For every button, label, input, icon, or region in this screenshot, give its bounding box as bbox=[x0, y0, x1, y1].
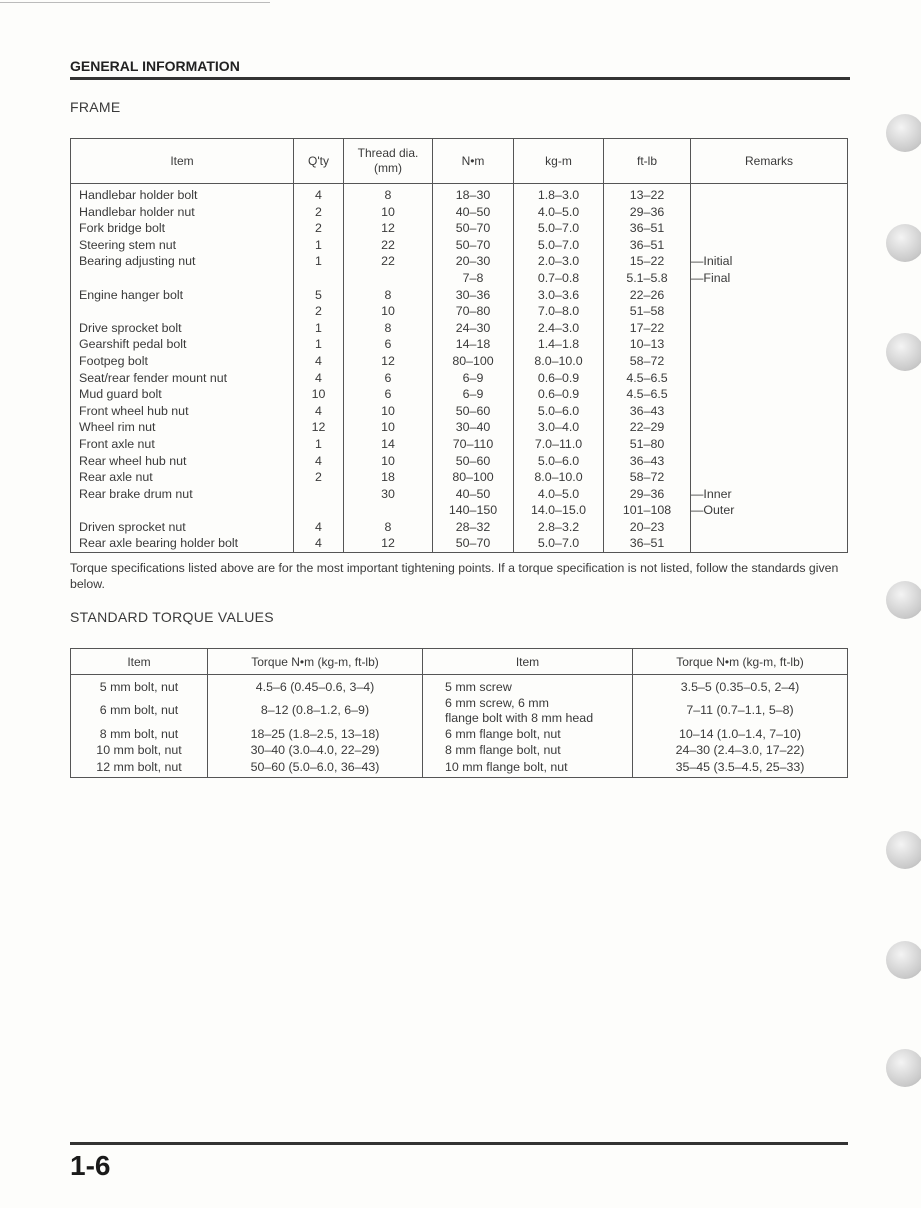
cell-torque: 30–40 (3.0–4.0, 22–29) bbox=[208, 742, 423, 759]
table-row bbox=[71, 220, 848, 237]
cell-thread-dia: 12 bbox=[344, 353, 433, 370]
table-row bbox=[71, 303, 848, 320]
cell-item bbox=[71, 303, 294, 320]
cell-nm: 80–100 bbox=[433, 469, 514, 486]
cell-ftlb: 29–36 bbox=[604, 486, 691, 503]
cell-item: Rear axle nut bbox=[71, 469, 294, 486]
cell-ftlb: 58–72 bbox=[604, 469, 691, 486]
table-row bbox=[71, 742, 848, 759]
cell-item: 10 mm bolt, nut bbox=[71, 742, 208, 759]
table-row bbox=[71, 453, 848, 470]
cell-qty: 1 bbox=[294, 436, 344, 453]
cell-remarks: —Final bbox=[691, 270, 848, 287]
cell-ftlb: 36–43 bbox=[604, 403, 691, 420]
cell-remarks bbox=[691, 519, 848, 536]
section-rule bbox=[70, 77, 850, 80]
table-row bbox=[71, 486, 848, 503]
cell-thread-dia: 10 bbox=[344, 303, 433, 320]
binder-hole bbox=[886, 831, 921, 869]
cell-kgm: 4.0–5.0 bbox=[514, 486, 604, 503]
table-row bbox=[71, 535, 848, 552]
cell-item: Mud guard bolt bbox=[71, 386, 294, 403]
cell-ftlb: 13–22 bbox=[604, 184, 691, 204]
cell-remarks bbox=[691, 469, 848, 486]
cell-remarks bbox=[691, 184, 848, 204]
cell-nm: 80–100 bbox=[433, 353, 514, 370]
cell-thread-dia: 10 bbox=[344, 403, 433, 420]
table-row bbox=[71, 696, 848, 726]
cell-item: Driven sprocket nut bbox=[71, 519, 294, 536]
table-row bbox=[71, 759, 848, 778]
col-header-qty: Q'ty bbox=[294, 139, 344, 184]
torque-note: Torque specifications listed above are for the most important tightening points. If a torque specification is not listed, follow the standards given below. bbox=[70, 561, 839, 591]
cell-nm: 70–80 bbox=[433, 303, 514, 320]
cell-torque: 4.5–6 (0.45–0.6, 3–4) bbox=[208, 675, 423, 696]
table-row bbox=[71, 436, 848, 453]
cell-item: Steering stem nut bbox=[71, 237, 294, 254]
cell-ftlb: 29–36 bbox=[604, 204, 691, 221]
cell-torque: 35–45 (3.5–4.5, 25–33) bbox=[633, 759, 848, 778]
cell-item: Seat/rear fender mount nut bbox=[71, 370, 294, 387]
cell-nm: 50–60 bbox=[433, 453, 514, 470]
cell-ftlb: 51–80 bbox=[604, 436, 691, 453]
cell-item: Footpeg bolt bbox=[71, 353, 294, 370]
cell-qty bbox=[294, 502, 344, 519]
cell-torque: 8–12 (0.8–1.2, 6–9) bbox=[208, 696, 423, 726]
cell-remarks bbox=[691, 370, 848, 387]
cell-kgm: 14.0–15.0 bbox=[514, 502, 604, 519]
table-row bbox=[71, 353, 848, 370]
cell-ftlb: 36–51 bbox=[604, 535, 691, 552]
cell-kgm: 5.0–7.0 bbox=[514, 220, 604, 237]
table-row bbox=[71, 184, 848, 204]
cell-remarks bbox=[691, 336, 848, 353]
scan-edge-line bbox=[0, 2, 270, 3]
cell-item: 12 mm bolt, nut bbox=[71, 759, 208, 778]
cell-item: 6 mm screw, 6 mm flange bolt with 8 mm head bbox=[423, 696, 633, 726]
section-title: GENERAL INFORMATION bbox=[70, 58, 240, 74]
table-row bbox=[71, 253, 848, 270]
cell-kgm: 2.4–3.0 bbox=[514, 320, 604, 337]
cell-remarks bbox=[691, 386, 848, 403]
cell-remarks: —Inner bbox=[691, 486, 848, 503]
cell-item: 8 mm flange bolt, nut bbox=[423, 742, 633, 759]
standard-torque-table bbox=[70, 648, 848, 778]
cell-qty: 1 bbox=[294, 320, 344, 337]
cell-item: Drive sprocket bolt bbox=[71, 320, 294, 337]
cell-item bbox=[71, 502, 294, 519]
cell-nm: 140–150 bbox=[433, 502, 514, 519]
cell-remarks bbox=[691, 453, 848, 470]
cell-qty: 4 bbox=[294, 370, 344, 387]
frame-heading: FRAME bbox=[70, 99, 121, 115]
table-row bbox=[71, 204, 848, 221]
cell-kgm: 0.7–0.8 bbox=[514, 270, 604, 287]
cell-torque: 24–30 (2.4–3.0, 17–22) bbox=[633, 742, 848, 759]
table-row bbox=[71, 469, 848, 486]
cell-item: Handlebar holder bolt bbox=[71, 184, 294, 204]
cell-remarks bbox=[691, 403, 848, 420]
cell-thread-dia: 6 bbox=[344, 386, 433, 403]
col-header-torque: Torque N•m (kg-m, ft-lb) bbox=[208, 649, 423, 675]
standard-torque-heading: STANDARD TORQUE VALUES bbox=[70, 609, 274, 625]
cell-remarks bbox=[691, 419, 848, 436]
cell-qty: 4 bbox=[294, 184, 344, 204]
cell-thread-dia: 8 bbox=[344, 287, 433, 304]
table-row bbox=[71, 502, 848, 519]
table-row bbox=[71, 403, 848, 420]
cell-nm: 18–30 bbox=[433, 184, 514, 204]
cell-torque: 18–25 (1.8–2.5, 13–18) bbox=[208, 726, 423, 743]
cell-kgm: 7.0–11.0 bbox=[514, 436, 604, 453]
cell-remarks: —Outer bbox=[691, 502, 848, 519]
cell-qty: 5 bbox=[294, 287, 344, 304]
cell-kgm: 2.0–3.0 bbox=[514, 253, 604, 270]
cell-qty: 4 bbox=[294, 353, 344, 370]
cell-qty: 2 bbox=[294, 204, 344, 221]
cell-remarks bbox=[691, 303, 848, 320]
cell-thread-dia: 12 bbox=[344, 535, 433, 552]
cell-nm: 30–40 bbox=[433, 419, 514, 436]
cell-nm: 20–30 bbox=[433, 253, 514, 270]
cell-ftlb: 10–13 bbox=[604, 336, 691, 353]
cell-qty: 1 bbox=[294, 336, 344, 353]
cell-kgm: 8.0–10.0 bbox=[514, 469, 604, 486]
cell-item bbox=[71, 270, 294, 287]
binder-hole bbox=[886, 941, 921, 979]
cell-thread-dia bbox=[344, 502, 433, 519]
cell-torque: 3.5–5 (0.35–0.5, 2–4) bbox=[633, 675, 848, 696]
cell-qty: 4 bbox=[294, 453, 344, 470]
cell-qty: 2 bbox=[294, 303, 344, 320]
cell-item: 6 mm flange bolt, nut bbox=[423, 726, 633, 743]
cell-ftlb: 15–22 bbox=[604, 253, 691, 270]
cell-remarks: —Initial bbox=[691, 253, 848, 270]
cell-qty: 2 bbox=[294, 469, 344, 486]
cell-ftlb: 36–43 bbox=[604, 453, 691, 470]
col-header-nm: N•m bbox=[433, 139, 514, 184]
cell-thread-dia: 6 bbox=[344, 336, 433, 353]
table-row bbox=[71, 726, 848, 743]
cell-item: Rear wheel hub nut bbox=[71, 453, 294, 470]
table-row bbox=[71, 370, 848, 387]
table-header-row bbox=[71, 139, 848, 184]
binder-hole bbox=[886, 333, 921, 371]
table-row bbox=[71, 336, 848, 353]
cell-thread-dia: 8 bbox=[344, 320, 433, 337]
cell-torque: 7–11 (0.7–1.1, 5–8) bbox=[633, 696, 848, 726]
cell-kgm: 3.0–3.6 bbox=[514, 287, 604, 304]
footer-rule bbox=[70, 1142, 848, 1145]
binder-hole bbox=[886, 1049, 921, 1087]
cell-ftlb: 51–58 bbox=[604, 303, 691, 320]
cell-kgm: 8.0–10.0 bbox=[514, 353, 604, 370]
table-row bbox=[71, 386, 848, 403]
col-header-item: Item bbox=[71, 649, 208, 675]
cell-nm: 50–60 bbox=[433, 403, 514, 420]
cell-item: 5 mm screw bbox=[423, 675, 633, 696]
col-header-remarks: Remarks bbox=[691, 139, 848, 184]
cell-nm: 7–8 bbox=[433, 270, 514, 287]
cell-nm: 6–9 bbox=[433, 386, 514, 403]
cell-remarks bbox=[691, 287, 848, 304]
cell-nm: 6–9 bbox=[433, 370, 514, 387]
table-row bbox=[71, 519, 848, 536]
cell-ftlb: 4.5–6.5 bbox=[604, 370, 691, 387]
frame-torque-table bbox=[70, 138, 848, 553]
cell-item: Bearing adjusting nut bbox=[71, 253, 294, 270]
cell-item: 5 mm bolt, nut bbox=[71, 675, 208, 696]
cell-thread-dia: 8 bbox=[344, 184, 433, 204]
cell-item: Handlebar holder nut bbox=[71, 204, 294, 221]
cell-ftlb: 5.1–5.8 bbox=[604, 270, 691, 287]
cell-ftlb: 36–51 bbox=[604, 220, 691, 237]
cell-kgm: 1.8–3.0 bbox=[514, 184, 604, 204]
cell-kgm: 0.6–0.9 bbox=[514, 370, 604, 387]
col-header-item: Item bbox=[71, 139, 294, 184]
cell-ftlb: 101–108 bbox=[604, 502, 691, 519]
cell-kgm: 5.0–6.0 bbox=[514, 453, 604, 470]
binder-hole bbox=[886, 114, 921, 152]
cell-nm: 40–50 bbox=[433, 204, 514, 221]
cell-item: Front axle nut bbox=[71, 436, 294, 453]
cell-item: 6 mm bolt, nut bbox=[71, 696, 208, 726]
cell-kgm: 5.0–7.0 bbox=[514, 535, 604, 552]
cell-nm: 24–30 bbox=[433, 320, 514, 337]
table-row bbox=[71, 675, 848, 696]
binder-hole bbox=[886, 224, 921, 262]
cell-nm: 50–70 bbox=[433, 220, 514, 237]
col-header-item: Item bbox=[423, 649, 633, 675]
cell-nm: 70–110 bbox=[433, 436, 514, 453]
cell-ftlb: 4.5–6.5 bbox=[604, 386, 691, 403]
cell-item: Rear brake drum nut bbox=[71, 486, 294, 503]
cell-thread-dia: 10 bbox=[344, 204, 433, 221]
table-row bbox=[71, 270, 848, 287]
cell-kgm: 5.0–7.0 bbox=[514, 237, 604, 254]
col-header-thread: Thread dia. (mm) bbox=[344, 139, 433, 184]
cell-remarks bbox=[691, 320, 848, 337]
cell-thread-dia: 12 bbox=[344, 220, 433, 237]
cell-remarks bbox=[691, 204, 848, 221]
cell-nm: 50–70 bbox=[433, 535, 514, 552]
cell-qty: 10 bbox=[294, 386, 344, 403]
cell-nm: 14–18 bbox=[433, 336, 514, 353]
cell-remarks bbox=[691, 237, 848, 254]
cell-ftlb: 58–72 bbox=[604, 353, 691, 370]
cell-ftlb: 17–22 bbox=[604, 320, 691, 337]
cell-thread-dia: 10 bbox=[344, 419, 433, 436]
cell-ftlb: 22–26 bbox=[604, 287, 691, 304]
cell-ftlb: 36–51 bbox=[604, 237, 691, 254]
cell-remarks bbox=[691, 220, 848, 237]
cell-qty: 4 bbox=[294, 519, 344, 536]
cell-item: 8 mm bolt, nut bbox=[71, 726, 208, 743]
cell-item: 10 mm flange bolt, nut bbox=[423, 759, 633, 778]
cell-ftlb: 22–29 bbox=[604, 419, 691, 436]
cell-qty bbox=[294, 270, 344, 287]
table-row bbox=[71, 287, 848, 304]
cell-thread-dia: 8 bbox=[344, 519, 433, 536]
binder-hole bbox=[886, 581, 921, 619]
cell-kgm: 1.4–1.8 bbox=[514, 336, 604, 353]
table-row bbox=[71, 237, 848, 254]
cell-kgm: 4.0–5.0 bbox=[514, 204, 604, 221]
cell-qty: 4 bbox=[294, 535, 344, 552]
cell-qty: 2 bbox=[294, 220, 344, 237]
col-header-kgm: kg-m bbox=[514, 139, 604, 184]
cell-item: Engine hanger bolt bbox=[71, 287, 294, 304]
cell-qty: 1 bbox=[294, 253, 344, 270]
cell-qty bbox=[294, 486, 344, 503]
cell-item: Fork bridge bolt bbox=[71, 220, 294, 237]
cell-torque: 50–60 (5.0–6.0, 36–43) bbox=[208, 759, 423, 778]
cell-ftlb: 20–23 bbox=[604, 519, 691, 536]
table-header-row bbox=[71, 649, 848, 675]
cell-kgm: 2.8–3.2 bbox=[514, 519, 604, 536]
cell-qty: 1 bbox=[294, 237, 344, 254]
col-header-torque: Torque N•m (kg-m, ft-lb) bbox=[633, 649, 848, 675]
table-row bbox=[71, 320, 848, 337]
cell-item: Wheel rim nut bbox=[71, 419, 294, 436]
cell-nm: 50–70 bbox=[433, 237, 514, 254]
cell-thread-dia bbox=[344, 270, 433, 287]
cell-thread-dia: 6 bbox=[344, 370, 433, 387]
cell-item: Front wheel hub nut bbox=[71, 403, 294, 420]
cell-qty: 12 bbox=[294, 419, 344, 436]
cell-remarks bbox=[691, 436, 848, 453]
cell-torque: 10–14 (1.0–1.4, 7–10) bbox=[633, 726, 848, 743]
cell-thread-dia: 30 bbox=[344, 486, 433, 503]
cell-item: Gearshift pedal bolt bbox=[71, 336, 294, 353]
cell-kgm: 3.0–4.0 bbox=[514, 419, 604, 436]
cell-item: Rear axle bearing holder bolt bbox=[71, 535, 294, 552]
cell-thread-dia: 22 bbox=[344, 237, 433, 254]
cell-remarks bbox=[691, 535, 848, 552]
col-header-ftlb: ft-lb bbox=[604, 139, 691, 184]
cell-qty: 4 bbox=[294, 403, 344, 420]
cell-kgm: 7.0–8.0 bbox=[514, 303, 604, 320]
cell-thread-dia: 18 bbox=[344, 469, 433, 486]
cell-nm: 30–36 bbox=[433, 287, 514, 304]
cell-thread-dia: 10 bbox=[344, 453, 433, 470]
page-number: 1-6 bbox=[70, 1150, 111, 1181]
table-row bbox=[71, 419, 848, 436]
cell-thread-dia: 14 bbox=[344, 436, 433, 453]
cell-nm: 40–50 bbox=[433, 486, 514, 503]
cell-nm: 28–32 bbox=[433, 519, 514, 536]
cell-kgm: 5.0–6.0 bbox=[514, 403, 604, 420]
cell-kgm: 0.6–0.9 bbox=[514, 386, 604, 403]
cell-thread-dia: 22 bbox=[344, 253, 433, 270]
cell-remarks bbox=[691, 353, 848, 370]
